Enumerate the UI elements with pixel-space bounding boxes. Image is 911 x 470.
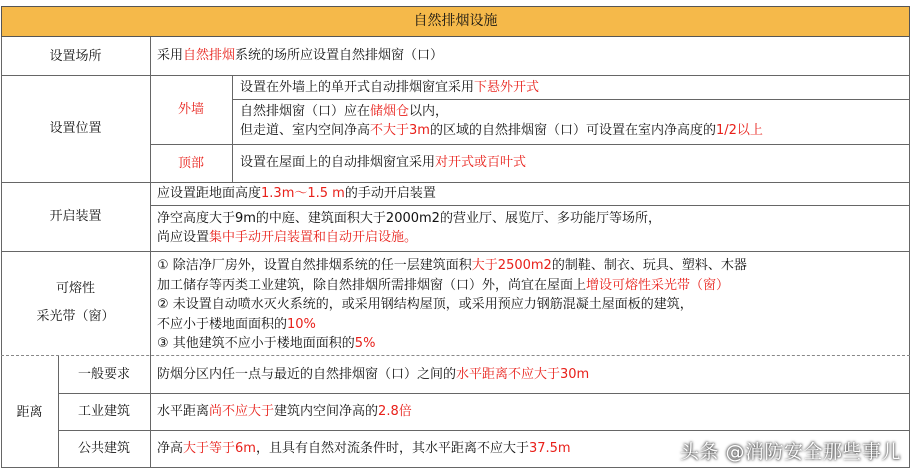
text-line bbox=[157, 295, 907, 315]
industrial-label: 工业建筑 bbox=[77, 404, 130, 419]
wall-text-a bbox=[240, 78, 905, 97]
highlight-text: 储烟仓 bbox=[370, 104, 410, 119]
highlight-text: 尚不应大于 bbox=[209, 404, 275, 419]
fusible-text bbox=[157, 256, 907, 354]
text-line bbox=[157, 184, 902, 203]
grid-line bbox=[232, 75, 233, 182]
location-text bbox=[157, 46, 902, 65]
plain-text: 水平距离 bbox=[157, 404, 210, 419]
plain-text: ② 未设置自动喷水灭火系统的，或采用钢结构屋顶，或采用预应力钢筋混凝土屋面板的建筑， bbox=[157, 297, 693, 312]
plain-text: 不应小于楼地面面积的 bbox=[157, 316, 288, 332]
highlight-text: 不大于3m bbox=[370, 123, 430, 138]
text-line bbox=[157, 256, 907, 276]
grid-line bbox=[150, 205, 909, 206]
plain-text: 尚应设置 bbox=[157, 230, 210, 245]
plain-text: 以内， bbox=[409, 104, 449, 119]
plain-text: 建筑内空间净高的 bbox=[274, 404, 379, 419]
highlight-text: 对开式或百叶式 bbox=[435, 155, 527, 170]
highlight-text: 1/2以上 bbox=[715, 123, 763, 138]
top-text bbox=[240, 153, 905, 172]
text-line bbox=[157, 276, 907, 296]
plain-text: 采用 bbox=[157, 48, 184, 63]
plain-text: 设置在外墙上的单开式自动排烟窗宜采用 bbox=[240, 80, 475, 95]
top-label: 顶部 bbox=[177, 155, 204, 171]
fusible-label bbox=[1, 251, 150, 355]
grid-line bbox=[1, 467, 910, 468]
text-line bbox=[240, 153, 905, 172]
general-label: 一般要求 bbox=[77, 367, 130, 382]
highlight-text: 下悬外开式 bbox=[474, 80, 540, 95]
plain-text: ，且具有自然对流条件时，其水平距离不应大于 bbox=[255, 441, 529, 456]
plain-text: ① 除洁净厂房外，设置自然排烟系统的任一层建筑面积 bbox=[157, 258, 472, 273]
industrial-text bbox=[157, 402, 902, 421]
position-label: 设置位置 bbox=[49, 121, 102, 136]
text-line bbox=[157, 334, 907, 354]
location-label: 设置场所 bbox=[49, 48, 102, 64]
table-title: 自然排烟设施 bbox=[1, 6, 910, 37]
wall-text-b bbox=[240, 102, 905, 140]
public-label: 公共建筑 bbox=[77, 441, 130, 456]
plain-text: 防烟分区内任一点与最近的自然排烟窗（口）之间的 bbox=[157, 367, 457, 382]
plain-text: 应设置距地面高度 bbox=[157, 186, 262, 201]
highlight-text: 大于2500m2 bbox=[471, 258, 552, 273]
text-line bbox=[240, 78, 905, 97]
highlight-text: 5% bbox=[354, 336, 376, 351]
text-line bbox=[240, 121, 905, 140]
text-line bbox=[240, 102, 905, 121]
highlight-text: 自然排烟 bbox=[183, 48, 236, 63]
plain-text: 净空高度大于9m的中庭、建筑面积大于2000m2的营业厅、展览厅、多功能厅等场所， bbox=[157, 211, 661, 226]
highlight-text: 增设可熔性采光带（窗） bbox=[586, 277, 730, 293]
watermark: 头条 @消防安全那些事儿 bbox=[679, 441, 901, 463]
highlight-text: 水平距离不应大于30m bbox=[456, 367, 590, 382]
highlight-text: 2.8倍 bbox=[378, 404, 412, 419]
text-line bbox=[157, 46, 902, 65]
grid-line bbox=[150, 144, 909, 145]
opening-text-b bbox=[157, 209, 902, 247]
grid-line bbox=[58, 430, 909, 431]
highlight-text: 37.5m bbox=[528, 441, 571, 456]
plain-text: 的手动开启装置 bbox=[344, 186, 436, 201]
grid-line bbox=[58, 393, 909, 394]
general-text bbox=[157, 365, 902, 384]
plain-text: 系统的场所应设置自然排烟窗（口） bbox=[235, 48, 444, 63]
opening-text-a bbox=[157, 184, 902, 203]
fusible-label-line-2: 采光带（窗） bbox=[36, 309, 115, 324]
highlight-text: 大于等于6m bbox=[183, 441, 256, 456]
plain-text: 自然排烟窗（口）应在 bbox=[240, 104, 371, 119]
wall-label: 外墙 bbox=[177, 102, 204, 117]
fusible-label-line-1: 可熔性 bbox=[55, 281, 95, 296]
text-line bbox=[157, 315, 907, 335]
plain-text: 的区域的自然排烟窗（口）可设置在室内净高度的 bbox=[429, 123, 716, 138]
highlight-text: 1.3m～1.5 m bbox=[261, 186, 345, 201]
distance-label: 距离 bbox=[16, 404, 43, 420]
text-line bbox=[157, 228, 902, 247]
plain-text: ③ 其他建筑不应小于楼地面面积的 bbox=[157, 336, 355, 351]
grid-line bbox=[232, 99, 909, 100]
plain-text: 设置在屋面上的自动排烟窗宜采用 bbox=[240, 155, 436, 170]
highlight-text: 10% bbox=[287, 316, 316, 332]
plain-text: 但走道、室内空间净高 bbox=[240, 123, 371, 138]
plain-text: 加工储存等丙类工业建筑，除自然排烟所需排烟窗（口）外，尚宜在屋面上 bbox=[157, 277, 587, 293]
highlight-text: 集中手动开启装置和自动开启设施。 bbox=[209, 230, 418, 245]
plain-text: 净高 bbox=[157, 441, 184, 456]
plain-text: 的制鞋、制衣、玩具、塑料、木器 bbox=[551, 258, 747, 273]
text-line bbox=[157, 402, 902, 421]
grid-line bbox=[909, 37, 910, 468]
opening-label: 开启装置 bbox=[49, 209, 102, 224]
text-line bbox=[157, 209, 902, 228]
text-line bbox=[157, 365, 902, 384]
